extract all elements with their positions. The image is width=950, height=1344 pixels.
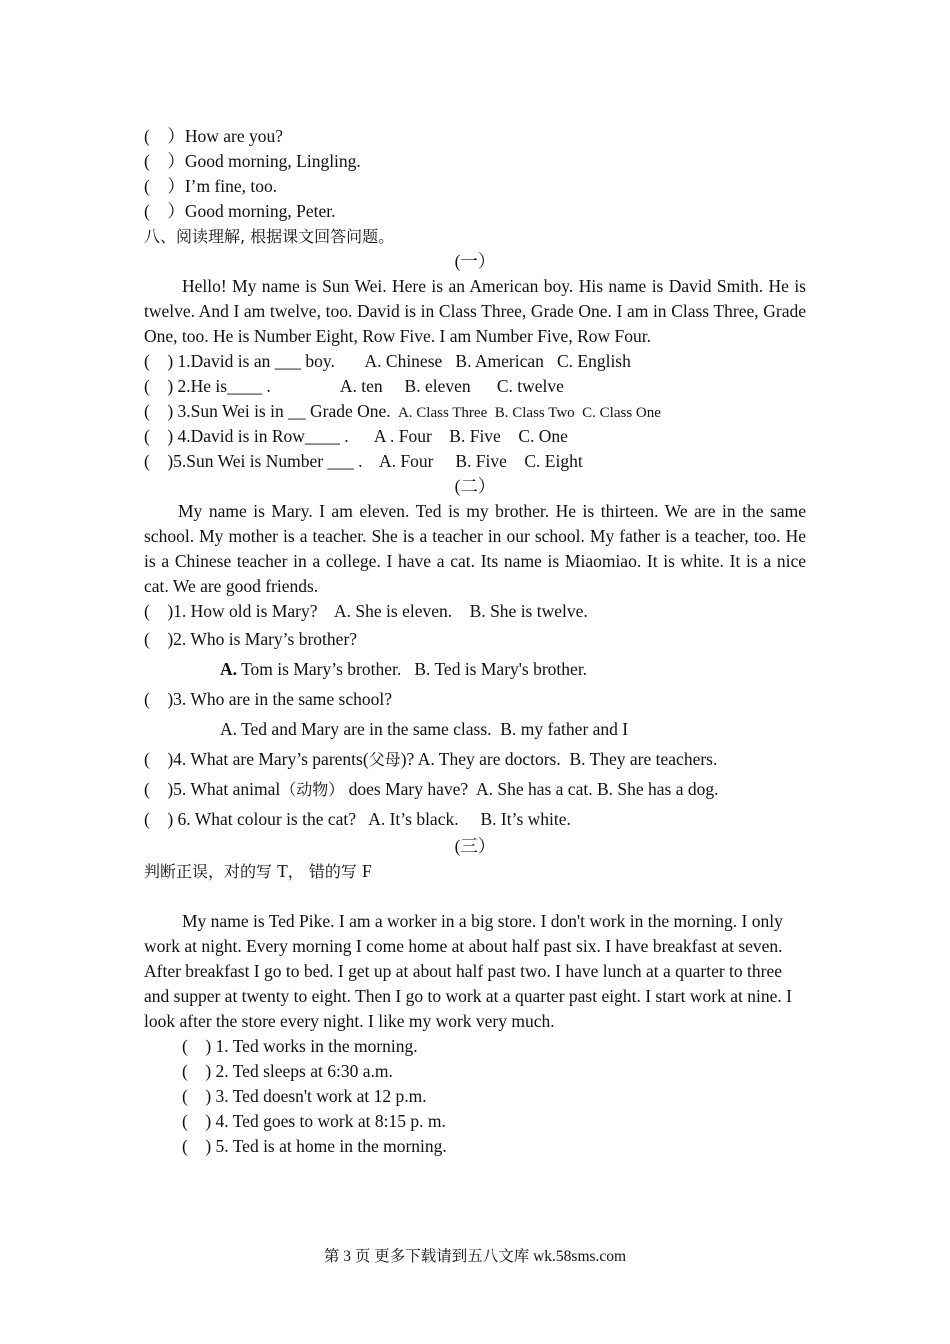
- ordering-item: ( ）How are you?: [144, 126, 283, 146]
- question-gloss: （动物）: [280, 780, 345, 799]
- ordering-item: ( ）I’m fine, too.: [144, 176, 278, 196]
- question: ( )3. Who are in the same school?: [144, 689, 392, 709]
- passage: Hello! My name is Sun Wei. Here is an American boy. His name is David Smith. He is twelve. And I am twelve, too. David is in Class Three, Grade One. I am in Class Three, Grade One, too. He is Number Eight, Row Five. I am Number Five, Row Four.: [144, 276, 806, 346]
- question: ( )1. How old is Mary? A. She is eleven. B. She is twelve.: [144, 601, 588, 621]
- passage: My name is Ted Pike. I am a worker in a big store. I don't work in the morning. I only work at night. Every morning I come home at about half past six. I have breakfast at seven. After breakfast I go to bed. I get up at about half past two. I have lunch at a quarter to three and supper at twenty to eight. Then I go to work at a quarter past eight. I start work at nine. I look after the store every night. I like my work very much.: [144, 911, 792, 1031]
- ordering-item: ( ）Good morning, Lingling.: [144, 151, 361, 171]
- instruction-text: ， 错的写: [287, 862, 362, 881]
- question: ( ) 6. What colour is the cat? A. It’s black. B. It’s white.: [144, 809, 571, 829]
- passage: My name is Mary. I am eleven. Ted is my brother. He is thirteen. We are in the same school. My mother is a teacher. She is a teacher in our school. My father is a teacher, too. He is a Chinese teacher in a college. I have a cat. Its name is Miaomiao. It is white. It is a nice cat. We are good friends.: [144, 501, 806, 596]
- ordering-item: ( ）Good morning, Peter.: [144, 201, 336, 221]
- question: [144, 744, 806, 774]
- instruction: [144, 859, 806, 884]
- question: ( ) 2.He is____ . A. ten B. eleven C. twelve: [144, 376, 564, 396]
- question-options: [144, 654, 806, 684]
- question: ( ) 1.David is an ___ boy. A. Chinese B. American C. English: [144, 351, 631, 371]
- question: [144, 399, 806, 424]
- statement: ( ) 4. Ted goes to work at 8:15 p. m.: [182, 1111, 446, 1131]
- question-stem: ( )4. What are Mary’s parents(: [144, 749, 369, 769]
- question-stem: ( )5. What animal: [144, 779, 281, 799]
- page-footer: 第 3 页 更多下载请到五八文库 wk.58sms.com: [323, 1248, 627, 1265]
- option-text: Tom is Mary’s brother. B. Ted is Mary's brother.: [237, 659, 588, 679]
- question: ( )5.Sun Wei is Number ___ . A. Four B. Five C. Eight: [144, 451, 583, 471]
- question-stem: ( ) 3.Sun Wei is in __ Grade One.: [144, 401, 396, 421]
- statement: ( ) 3. Ted doesn't work at 12 p.m.: [182, 1086, 427, 1106]
- reading-part-2: [144, 474, 806, 834]
- part-heading: (三）: [454, 836, 496, 856]
- question: ( )2. Who is Mary’s brother?: [144, 629, 358, 649]
- statement: ( ) 2. Ted sleeps at 6:30 a.m.: [182, 1061, 393, 1081]
- instruction-letter: F: [361, 861, 372, 881]
- question: [144, 774, 806, 804]
- reading-part-3: [144, 834, 806, 1159]
- ordering-list: [144, 124, 806, 224]
- question-options: )? A. They are doctors. B. They are teachers.: [400, 749, 718, 769]
- statement: ( ) 5. Ted is at home in the morning.: [182, 1136, 447, 1156]
- question-gloss: 父母: [368, 750, 401, 769]
- instruction-text: 判断正误，对的写: [144, 862, 278, 881]
- part-heading: (一）: [454, 251, 496, 271]
- question-options: A. Ted and Mary are in the same class. B. my father and I: [220, 719, 629, 739]
- section-title: 八、阅读理解, 根据课文回答问题。: [144, 227, 395, 246]
- question-options: A. Class Three B. Class Two C. Class One: [395, 405, 661, 421]
- question: ( ) 4.David is in Row____ . A . Four B. Five C. One: [144, 426, 568, 446]
- question-options: does Mary have? A. She has a cat. B. She has a dog.: [344, 779, 719, 799]
- worksheet-page: [144, 124, 806, 1159]
- reading-part-1: [144, 249, 806, 474]
- part-heading: (二）: [454, 476, 496, 496]
- statement: ( ) 1. Ted works in the morning.: [182, 1036, 418, 1056]
- option-label: A.: [220, 659, 238, 679]
- instruction-letter: T: [277, 861, 288, 881]
